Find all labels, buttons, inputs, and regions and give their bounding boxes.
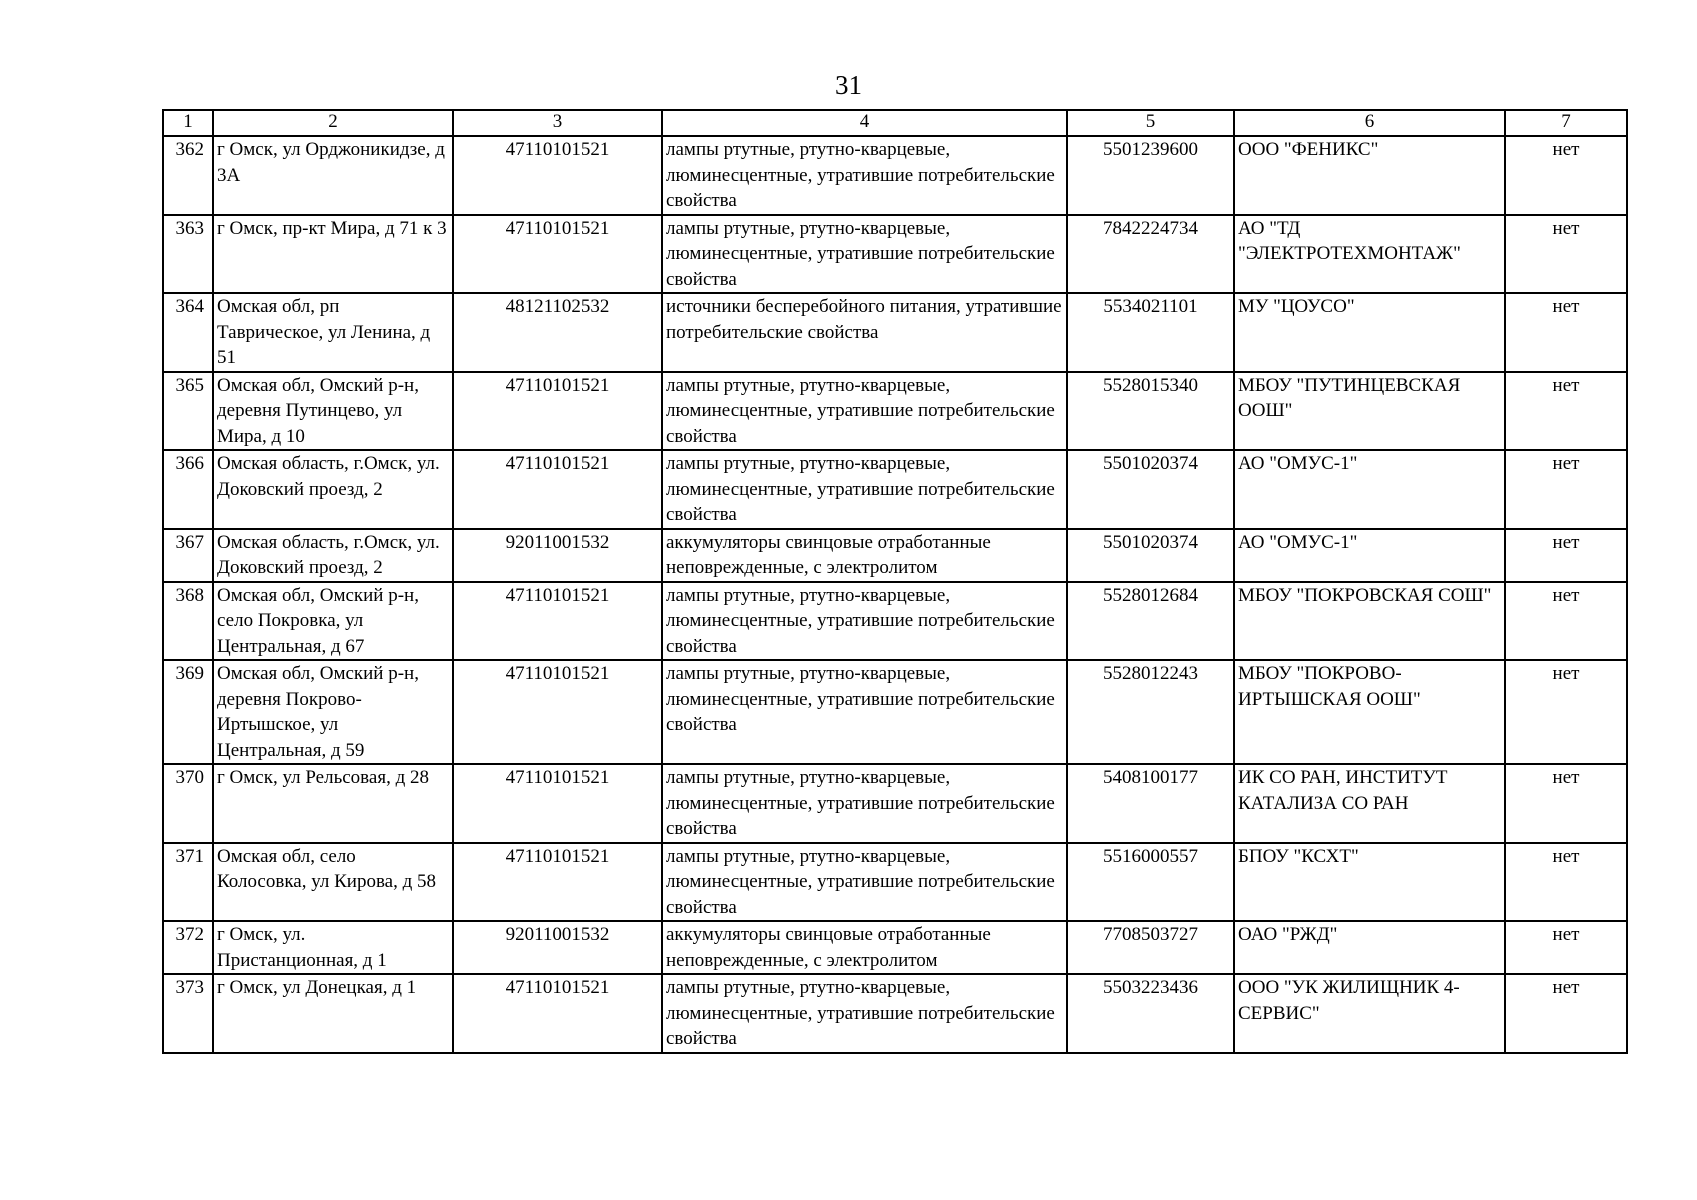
waste-name-cell: лампы ртутные, ртутно-кварцевые, люминесцентные, утратившие потребительские свойства	[662, 843, 1067, 922]
flag-cell: нет	[1505, 974, 1627, 1053]
organization-cell: АО "ТД "ЭЛЕКТРОТЕХМОНТАЖ"	[1234, 215, 1505, 294]
flag-cell: нет	[1505, 764, 1627, 843]
flag-cell: нет	[1505, 529, 1627, 582]
inn-cell: 5501020374	[1067, 529, 1234, 582]
row-number: 366	[163, 450, 213, 529]
organization-cell: МБОУ "ПОКРОВО-ИРТЫШСКАЯ ООШ"	[1234, 660, 1505, 764]
waste-code-cell: 47110101521	[453, 974, 662, 1053]
row-number: 364	[163, 293, 213, 372]
organization-cell: АО "ОМУС-1"	[1234, 529, 1505, 582]
inn-cell: 5534021101	[1067, 293, 1234, 372]
address-cell: г Омск, ул Орджоникидзе, д 3А	[213, 136, 453, 215]
address-cell: г Омск, ул. Пристанционная, д 1	[213, 921, 453, 974]
waste-name-cell: лампы ртутные, ртутно-кварцевые, люминесцентные, утратившие потребительские свойства	[662, 136, 1067, 215]
table-row	[163, 764, 1627, 843]
organization-cell: ООО "УК ЖИЛИЩНИК 4-СЕРВИС"	[1234, 974, 1505, 1053]
table-row	[163, 582, 1627, 661]
row-number: 369	[163, 660, 213, 764]
table-body	[163, 136, 1627, 1053]
waste-name-cell: лампы ртутные, ртутно-кварцевые, люминесцентные, утратившие потребительские свойства	[662, 450, 1067, 529]
waste-name-cell: лампы ртутные, ртутно-кварцевые, люминесцентные, утратившие потребительские свойства	[662, 582, 1067, 661]
row-number: 371	[163, 843, 213, 922]
column-header: 6	[1234, 110, 1505, 136]
waste-name-cell: лампы ртутные, ртутно-кварцевые, люминесцентные, утратившие потребительские свойства	[662, 764, 1067, 843]
row-number: 372	[163, 921, 213, 974]
waste-name-cell: лампы ртутные, ртутно-кварцевые, люминесцентные, утратившие потребительские свойства	[662, 660, 1067, 764]
waste-code-cell: 47110101521	[453, 660, 662, 764]
flag-cell: нет	[1505, 293, 1627, 372]
inn-cell: 5528012684	[1067, 582, 1234, 661]
table-row	[163, 372, 1627, 451]
waste-code-cell: 47110101521	[453, 764, 662, 843]
waste-name-cell: лампы ртутные, ртутно-кварцевые, люминесцентные, утратившие потребительские свойства	[662, 372, 1067, 451]
row-number: 365	[163, 372, 213, 451]
waste-code-cell: 47110101521	[453, 215, 662, 294]
address-cell: Омская обл, Омский р-н, деревня Путинцево, ул Мира, д 10	[213, 372, 453, 451]
inn-cell: 5528012243	[1067, 660, 1234, 764]
inn-cell: 7842224734	[1067, 215, 1234, 294]
inn-cell: 5501020374	[1067, 450, 1234, 529]
column-header: 1	[163, 110, 213, 136]
column-header: 3	[453, 110, 662, 136]
address-cell: г Омск, ул Рельсовая, д 28	[213, 764, 453, 843]
waste-name-cell: аккумуляторы свинцовые отработанные неповрежденные, с электролитом	[662, 921, 1067, 974]
address-cell: г Омск, ул Донецкая, д 1	[213, 974, 453, 1053]
waste-code-cell: 92011001532	[453, 529, 662, 582]
column-header: 4	[662, 110, 1067, 136]
waste-code-cell: 47110101521	[453, 136, 662, 215]
row-number: 362	[163, 136, 213, 215]
row-number: 368	[163, 582, 213, 661]
waste-name-cell: аккумуляторы свинцовые отработанные неповрежденные, с электролитом	[662, 529, 1067, 582]
column-header: 5	[1067, 110, 1234, 136]
organization-cell: ОАО "РЖД"	[1234, 921, 1505, 974]
flag-cell: нет	[1505, 660, 1627, 764]
organization-cell: ИК СО РАН, ИНСТИТУТ КАТАЛИЗА СО РАН	[1234, 764, 1505, 843]
column-header: 2	[213, 110, 453, 136]
address-cell: Омская обл, село Колосовка, ул Кирова, д 58	[213, 843, 453, 922]
table-row	[163, 660, 1627, 764]
organization-cell: ООО "ФЕНИКС"	[1234, 136, 1505, 215]
row-number: 373	[163, 974, 213, 1053]
inn-cell: 5516000557	[1067, 843, 1234, 922]
row-number: 363	[163, 215, 213, 294]
header-row	[163, 110, 1627, 136]
table-row	[163, 293, 1627, 372]
address-cell: Омская обл, Омский р-н, деревня Покрово-Иртышское, ул Центральная, д 59	[213, 660, 453, 764]
address-cell: Омская область, г.Омск, ул. Доковский проезд, 2	[213, 450, 453, 529]
table-row	[163, 529, 1627, 582]
waste-registry-table	[162, 109, 1628, 1054]
row-number: 367	[163, 529, 213, 582]
table-row	[163, 450, 1627, 529]
organization-cell: МБОУ "ПУТИНЦЕВСКАЯ ООШ"	[1234, 372, 1505, 451]
organization-cell: МУ "ЦОУСО"	[1234, 293, 1505, 372]
waste-name-cell: лампы ртутные, ртутно-кварцевые, люминесцентные, утратившие потребительские свойства	[662, 215, 1067, 294]
flag-cell: нет	[1505, 582, 1627, 661]
flag-cell: нет	[1505, 843, 1627, 922]
flag-cell: нет	[1505, 215, 1627, 294]
table-row	[163, 136, 1627, 215]
waste-code-cell: 47110101521	[453, 372, 662, 451]
table-row	[163, 215, 1627, 294]
flag-cell: нет	[1505, 921, 1627, 974]
address-cell: Омская обл, рп Таврическое, ул Ленина, д 51	[213, 293, 453, 372]
inn-cell: 5501239600	[1067, 136, 1234, 215]
address-cell: г Омск, пр-кт Мира, д 71 к 3	[213, 215, 453, 294]
address-cell: Омская обл, Омский р-н, село Покровка, ул Центральная, д 67	[213, 582, 453, 661]
inn-cell: 5528015340	[1067, 372, 1234, 451]
table-row	[163, 843, 1627, 922]
inn-cell: 5503223436	[1067, 974, 1234, 1053]
flag-cell: нет	[1505, 450, 1627, 529]
waste-registry-table-wrapper	[162, 109, 1628, 1054]
row-number: 370	[163, 764, 213, 843]
waste-code-cell: 48121102532	[453, 293, 662, 372]
waste-name-cell: источники бесперебойного питания, утратившие потребительские свойства	[662, 293, 1067, 372]
waste-code-cell: 47110101521	[453, 843, 662, 922]
address-cell: Омская область, г.Омск, ул. Доковский проезд, 2	[213, 529, 453, 582]
table-row	[163, 974, 1627, 1053]
column-header: 7	[1505, 110, 1627, 136]
organization-cell: МБОУ "ПОКРОВСКАЯ СОШ"	[1234, 582, 1505, 661]
organization-cell: АО "ОМУС-1"	[1234, 450, 1505, 529]
table-row	[163, 921, 1627, 974]
organization-cell: БПОУ "КСХТ"	[1234, 843, 1505, 922]
waste-code-cell: 47110101521	[453, 450, 662, 529]
inn-cell: 7708503727	[1067, 921, 1234, 974]
waste-code-cell: 92011001532	[453, 921, 662, 974]
flag-cell: нет	[1505, 372, 1627, 451]
waste-name-cell: лампы ртутные, ртутно-кварцевые, люминесцентные, утратившие потребительские свойства	[662, 974, 1067, 1053]
flag-cell: нет	[1505, 136, 1627, 215]
waste-code-cell: 47110101521	[453, 582, 662, 661]
page-number: 31	[835, 70, 862, 100]
inn-cell: 5408100177	[1067, 764, 1234, 843]
